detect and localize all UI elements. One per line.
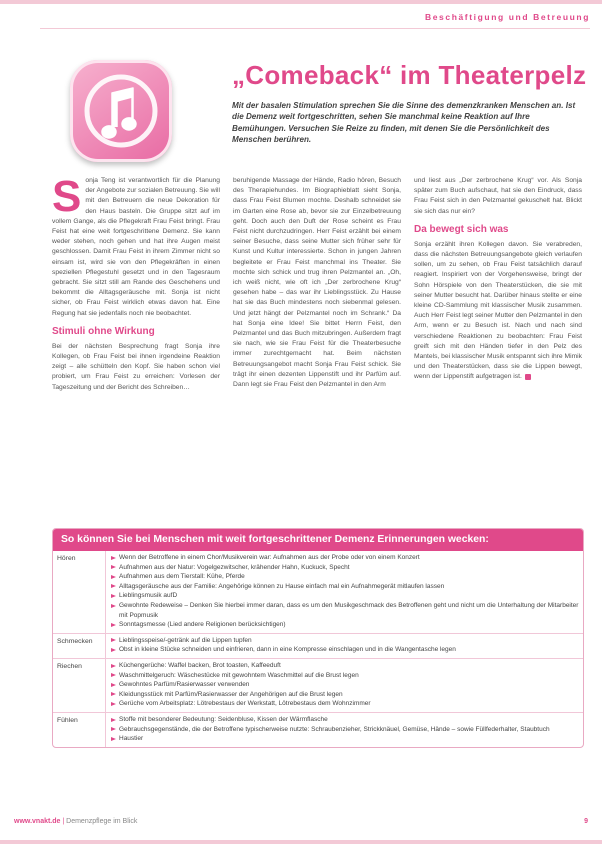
tips-item: Kleidungsstück mit Parfüm/Rasierwasser der Angehörigen auf die Brust legen bbox=[110, 690, 579, 700]
tips-item: Aufnahmen aus dem Tierstall: Kühe, Pferde bbox=[110, 572, 579, 582]
paragraph: und liest aus „Der zerbrochene Krug“ vor. Als Sonja später zum Buch aufschaut, hat sie den Eindruck, dass Frau Feist sich in den Pelzmantel gekuschelt hat. Blickt sie sich das nur ein? bbox=[414, 177, 582, 215]
section-rule bbox=[40, 28, 590, 29]
tips-item: Gewohntes Parfüm/Rasierwasser verwenden bbox=[110, 680, 579, 690]
tips-sense: Fühlen bbox=[53, 713, 106, 747]
article-lead: Mit der basalen Stimulation sprechen Sie die Sinne des demenzkranken Menschen an. Ist die Demenz weit fortgeschritten, sehen Sie manchmal keine Reaktion auf Ihre Bemühungen. Versuchen Sie Reize zu finden, mit denen Sie die Persönlichkeit des Menschen berühren. bbox=[232, 101, 576, 145]
tips-item: Obst in kleine Stücke schneiden und einfrieren, dann in eine Kompresse einschlagen und in die Wangentasche legen bbox=[110, 645, 579, 655]
article-title: „Comeback“ im Theaterpelz bbox=[232, 60, 587, 90]
tips-item: Stoffe mit besonderer Bedeutung: Seidenbluse, Kissen der Wärmflasche bbox=[110, 715, 579, 725]
page-number: 9 bbox=[584, 818, 588, 825]
tips-row bbox=[53, 712, 583, 747]
tips-sense: Hören bbox=[53, 551, 106, 633]
tips-item-list bbox=[106, 634, 583, 658]
tips-item: Gewohnte Redeweise – Denken Sie hierbei immer daran, dass es um den Musikgeschmack des Betroffenen geht und nicht um die Unterhaltung der Mitarbeiter mit Popmusik bbox=[110, 601, 579, 620]
tips-sense: Schmecken bbox=[53, 634, 106, 658]
footer-url[interactable]: www.vnakt.de bbox=[14, 818, 61, 825]
tips-item: Lieblingsmusik aufD bbox=[110, 591, 579, 601]
paragraph: beruhigende Massage der Hände, Radio hören, Besuch des Therapiehundes. Im Biographieblatt sieht Sonja, dass Frau Feist Blumen mochte. Deshalb schneidet sie im Garten eine Rose ab, bevor sie zur Einzelbetreuung geht. Doch auch den Duft der Rose scheint es Frau Feist nicht durchzudringen. Herr Feist erzählt bei einem seiner Besuche, dass seine Mutter sich früher sehr für Kunst und Kultur interessierte. Schon in jungen Jahren begleitete er Frau Feist manchmal ins Theater. Sie mochte sich schick und trug ihren Pelzmantel an. „Oh, ich weiß nicht, wie oft ich „Der zerbrochene Krug“ gesehen habe – das war ihr Lieblingsstück. Zu Hause hat sie das Buch mindestens noch siebenmal gelesen. Und jetzt hängt der Pelzmantel noch im Schrank.“ Da hat Sonja eine Idee! Sie bittet Herrn Feist, den Pelzmantel und das Buch mitzubringen. Außerdem fragt sie nach, wie sie Frau Feist für die Theaterbesuche immer zurechtgemacht hat. Beim nächsten Betreuungsangebot macht Sonja Frau Feist schick. Sie trägt ihr einen dezenten Lippenstift und ihr Parfüm auf. Dann legt sie Frau Feist den Pelzmantel in den Arm bbox=[233, 177, 401, 389]
tips-sense: Riechen bbox=[53, 659, 106, 712]
tips-row bbox=[53, 551, 583, 633]
section-label: Beschäftigung und Betreuung bbox=[424, 12, 590, 22]
tips-row bbox=[53, 658, 583, 712]
tips-item: Gebrauchsgegenstände, die der Betroffene typischerweise nutzte: Schraubenzieher, Strickknäuel, Gemüse, Hände – sowie Füllfederhalter, Staubtuch bbox=[110, 725, 579, 735]
tips-item: Lieblingsspeise/-getränk auf die Lippen tupfen bbox=[110, 636, 579, 646]
paragraph bbox=[52, 176, 220, 319]
drop-cap: S bbox=[52, 176, 82, 221]
paragraph bbox=[414, 240, 582, 383]
tips-item: Wenn der Betroffene in einem Chor/Musikverein war: Aufnahmen aus der Probe oder von einem Konzert bbox=[110, 553, 579, 563]
article-body bbox=[52, 176, 582, 510]
tips-row bbox=[53, 633, 583, 658]
tips-table bbox=[52, 528, 584, 748]
footer-separator: | bbox=[62, 818, 67, 825]
music-note-icon bbox=[70, 60, 172, 162]
tips-item: Aufnahmen aus der Natur: Vogelgezwitscher, krähender Hahn, Kuckuck, Specht bbox=[110, 563, 579, 573]
tips-item: Alltagsgeräusche aus der Familie: Angehörige können zu Hause einfach mal ein Aufnahmegerät mitlaufen lassen bbox=[110, 582, 579, 592]
tips-item-list bbox=[106, 713, 583, 747]
paragraph: Bei der nächsten Besprechung fragt Sonja ihre Kollegen, ob Frau Feist bei ihnen irgendeine Reaktion zeigt – alle schütteln den Kopf. Sie haben schon viel probiert, um Frau Feist zu erreichen: Vorlesen der Tageszeitung und der Bericht des Schreiben… bbox=[52, 342, 220, 391]
column-3 bbox=[414, 176, 582, 510]
tips-item: Haustier bbox=[110, 734, 579, 744]
tips-item: Küchengerüche: Waffel backen, Brot toasten, Kaffeeduft bbox=[110, 661, 579, 671]
column-2 bbox=[233, 176, 401, 510]
footer-magazine: Demenzpflege im Blick bbox=[66, 818, 138, 825]
tips-item: Sonntagsmesse (Lied andere Religionen berücksichtigen) bbox=[110, 620, 579, 630]
subheading: Stimuli ohne Wirkung bbox=[52, 325, 155, 337]
music-note-graphic bbox=[81, 71, 161, 151]
tips-item-list bbox=[106, 551, 583, 633]
column-1 bbox=[52, 176, 220, 510]
tips-item-list bbox=[106, 659, 583, 712]
bottom-decor-band bbox=[0, 840, 602, 844]
tips-heading: So können Sie bei Menschen mit weit fortgeschrittener Demenz Erinnerungen wecken: bbox=[53, 529, 583, 551]
paragraph-text: onja Teng ist verantwortlich für die Planung der Angebote zur sozialen Betreuung. Sie will mit den Betreuern die neue Dekoration für den Haus basteln. Die Gruppe sitzt auf im vollem Gange, als die Pflegekraft Frau Feist bringt. Frau Feist hat eine weit fortgeschrittene Demenz. Sie kann weder stehen, noch gehen und hat ihre Augen meist geschlossen. Damit Frau Feist in ihrem Zimmer nicht so einsam ist, wird sie von den Pflegekräften in einen speziellen Pflegestuhl gesetzt und in den Tagesraum gebracht. Sie sitzt still am Rande des Geschehens und bekommt die Alltagsgeräusche mit. Sonja ist nicht sicher, ob Frau Feist wirklich etwas davon hat. Eine Regung hat sie jedenfalls noch nie beobachtet. bbox=[52, 177, 220, 317]
footer bbox=[14, 818, 137, 825]
subheading: Da bewegt sich was bbox=[414, 223, 509, 235]
paragraph-text: Sonja erzählt ihren Kollegen davon. Sie verabreden, dass die nächsten Betreuungsangebote gleich verlaufen sollen, um zu sehen, ob Frau Feist tatsächlich darauf reagiert. Inspiriert von der Vorgehensweise, bringt der Sohn Hörspiele von den Theaterstücken, die sie mit seiner Mutter besucht hat. Darüber hinaus stellte er eine kleine CD-Sammlung mit klassischer Musik zusammen. Auch Herr Feist legt seiner Mutter den Pelzmantel in den Arm, wenn er zu Besuch ist. Nach und nach sind verschiedene Reaktionen zu beobachten: Frau Feist greift sich mit den Händen tiefer in den Pelz des Mantels, bei klassischer Musik entspannt sich ihre Mimik und den Theaterstücken, dass sie die Lippen bewegt, wenn der Lippenstift aufgetragen ist. bbox=[414, 240, 582, 381]
end-mark-icon bbox=[525, 374, 531, 380]
tips-rows bbox=[53, 551, 583, 747]
tips-item: Waschmittelgeruch: Wäschestücke mit gewohntem Waschmittel auf die Brust legen bbox=[110, 671, 579, 681]
top-decor-band bbox=[0, 0, 602, 4]
tips-item: Gerüche vom Arbeitsplatz: Lötrebestaus der Werkstatt, Lötrebestaus dem Wohnzimmer bbox=[110, 699, 579, 709]
